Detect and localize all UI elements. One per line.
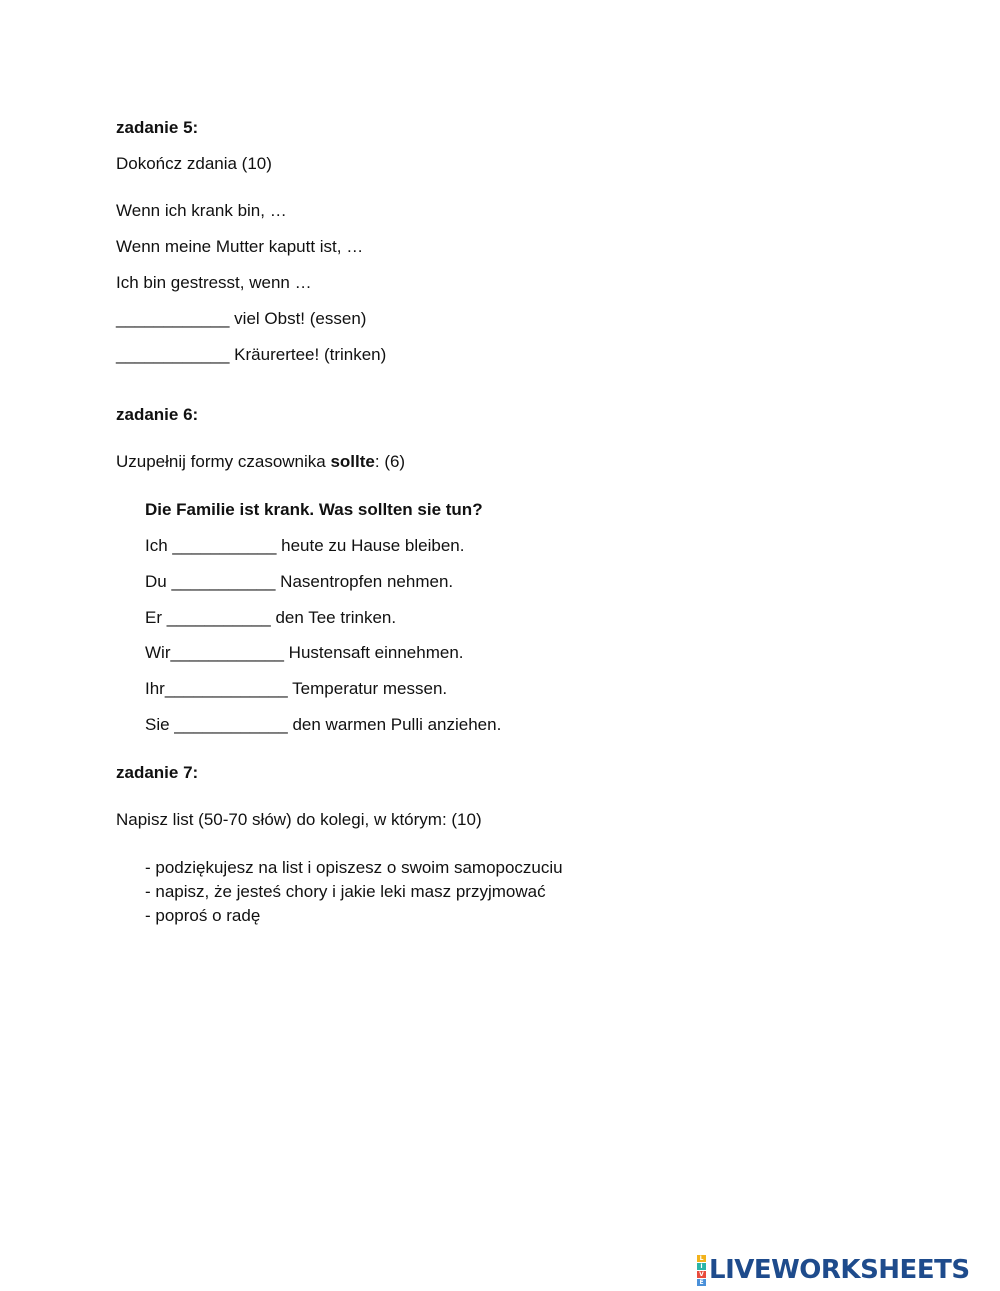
task6-line: Ihr_____________ Temperatur messen. (145, 679, 448, 698)
logo-letter: V (697, 1271, 706, 1278)
task5-line: ____________ Kräurertee! (trinken) (116, 345, 387, 364)
logo-text: LIVEWORKSHEETS (709, 1255, 970, 1285)
task6-line: Ich ___________ heute zu Hause bleiben. (145, 536, 465, 555)
liveworksheets-logo (697, 1255, 970, 1285)
task6-heading: zadanie 6: (116, 405, 199, 424)
task7-bullet: - poproś o radę (145, 906, 261, 925)
logo-letter: E (697, 1279, 706, 1286)
task7-bullet: - napisz, że jesteś chory i jakie leki masz przyjmować (145, 882, 546, 901)
task5-heading: zadanie 5: (116, 118, 199, 137)
task7-heading: zadanie 7: (116, 763, 199, 782)
task5-line: Wenn meine Mutter kaputt ist, … (116, 237, 364, 256)
task6-instruction-suffix: : (6) (374, 452, 406, 471)
task5-line: ____________ viel Obst! (essen) (116, 309, 367, 328)
task6-line: Wir____________ Hustensaft einnehmen. (145, 643, 464, 662)
logo-letter: L (697, 1255, 706, 1262)
task7-bullet: - podziękujesz na list i opiszesz o swoim samopoczuciu (145, 858, 563, 877)
logo-letter: I (697, 1263, 706, 1270)
task5-instruction: Dokończ zdania (10) (116, 154, 272, 173)
task6-line: Er ___________ den Tee trinken. (145, 608, 397, 627)
task6-instruction (116, 451, 405, 473)
task7-instruction: Napisz list (50-70 słów) do kolegi, w którym: (10) (116, 810, 482, 829)
logo-live-squares-icon (697, 1255, 706, 1286)
task6-instruction-verb: sollte (330, 452, 375, 471)
task6-line: Du ___________ Nasentropfen nehmen. (145, 572, 454, 591)
task6-line: Sie ____________ den warmen Pulli anziehen. (145, 715, 502, 734)
task6-question: Die Familie ist krank. Was sollten sie tun? (145, 500, 483, 519)
task6-instruction-prefix: Uzupełnij formy czasownika (116, 452, 331, 471)
task5-line: Ich bin gestresst, wenn … (116, 273, 312, 292)
task5-line: Wenn ich krank bin, … (116, 201, 287, 220)
